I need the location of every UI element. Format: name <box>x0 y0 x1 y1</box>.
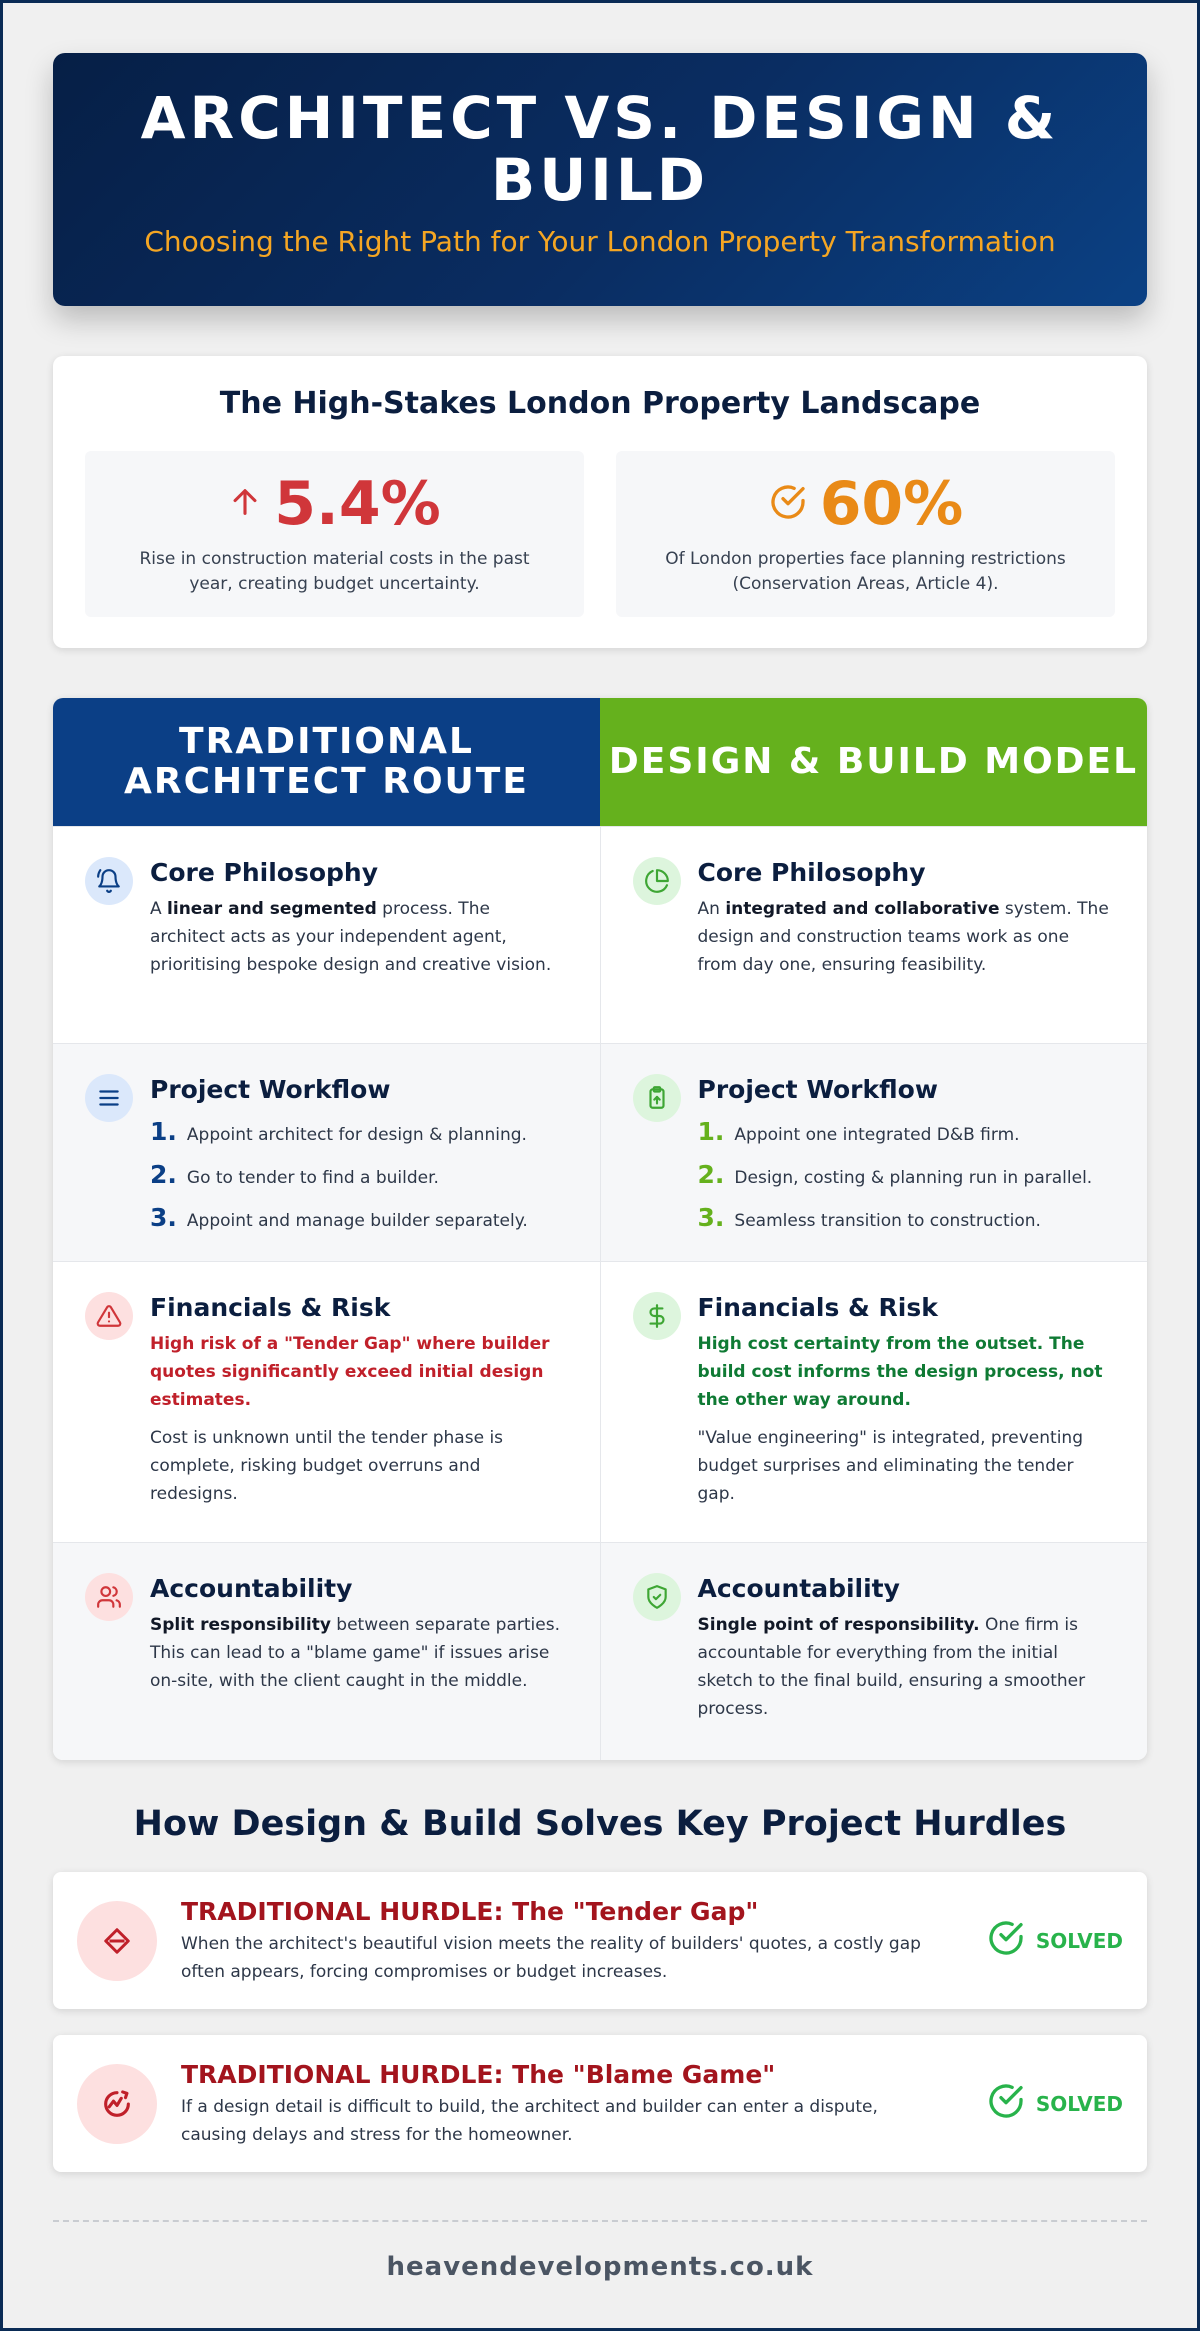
workflow-step: 1. Appoint architect for design & planning. <box>150 1117 527 1146</box>
cell-title: Core Philosophy <box>150 858 378 887</box>
cell-text: Single point of responsibility. One firm is accountable for everything from the initial sketch to the final build, ensuring a smoother process. <box>697 1615 1086 1719</box>
design-build-column-header: DESIGN & BUILD MODEL <box>600 698 1147 826</box>
cell-text: Cost is unknown until the tender phase is complete, risking budget overruns and redesigns. <box>150 1428 504 1504</box>
cell-title: Core Philosophy <box>697 858 926 887</box>
hurdle-text: When the architect's beautiful vision meets the reality of builders' quotes, a costly gap often appears, forcing compromises or budget increases. <box>181 1933 921 1982</box>
menu-lines-icon <box>85 1074 133 1122</box>
solved-badge <box>986 2081 1123 2126</box>
arrow-up-icon <box>228 485 262 523</box>
workflow-steps <box>150 1112 528 1241</box>
comparison-table <box>53 698 1147 1760</box>
workflow-step: 2. Design, costing & planning run in parallel. <box>697 1160 1093 1189</box>
traditional-workflow-cell <box>53 1044 600 1261</box>
clipboard-upload-icon <box>633 1074 681 1122</box>
footer-website[interactable]: heavendevelopments.co.uk <box>386 2252 814 2282</box>
pie-chart-icon <box>633 857 681 905</box>
dispute-icon <box>77 2064 157 2144</box>
hurdle-card <box>53 2035 1147 2172</box>
workflow-step: 3. Seamless transition to construction. <box>697 1203 1041 1232</box>
stat-box-materials <box>85 451 584 617</box>
solved-badge <box>986 1918 1123 1963</box>
cell-text: Split responsibility between separate parties. This can lead to a "blame game" if issues arise on-site, with the client caught in the middle. <box>150 1615 560 1691</box>
users-icon <box>85 1573 133 1621</box>
hurdles-title: How Design & Build Solves Key Project Hurdles <box>133 1804 1067 1844</box>
footer-divider <box>53 2220 1147 2222</box>
cell-title: Accountability <box>150 1574 353 1603</box>
risk-highlight: High risk of a "Tender Gap" where builder quotes significantly exceed initial design estimates. <box>150 1334 550 1410</box>
workflow-step: 2. Go to tender to find a builder. <box>150 1160 439 1189</box>
hurdle-title: TRADITIONAL HURDLE: The "Tender Gap" <box>181 1896 759 1926</box>
shield-check-icon <box>633 1573 681 1621</box>
design-build-financials-cell <box>600 1262 1148 1542</box>
landscape-title: The High-Stakes London Property Landscape <box>219 386 981 421</box>
traditional-philosophy-cell <box>53 827 600 1043</box>
workflow-row <box>53 1043 1147 1261</box>
cell-text: A linear and segmented process. The architect acts as your independent agent, prioritising bespoke design and creative vision. <box>150 899 552 975</box>
traditional-financials-cell <box>53 1262 600 1542</box>
cell-title: Financials & Risk <box>150 1293 391 1322</box>
traditional-column-header: TRADITIONAL ARCHITECT ROUTE <box>53 698 600 826</box>
check-circle-icon <box>986 1918 1026 1963</box>
financials-row <box>53 1261 1147 1542</box>
design-build-philosophy-cell <box>600 827 1148 1043</box>
hurdle-title: TRADITIONAL HURDLE: The "Blame Game" <box>181 2059 776 2089</box>
cell-title: Project Workflow <box>697 1075 938 1104</box>
hurdle-text: If a design detail is difficult to build, the architect and builder can enter a dispute, causing delays and stress for the homeowner. <box>181 2096 878 2145</box>
solved-label: SOLVED <box>1035 1928 1123 1953</box>
risk-highlight: High cost certainty from the outset. The build cost informs the design process, not the other way around. <box>697 1334 1103 1410</box>
check-circle-icon <box>986 2081 1026 2126</box>
workflow-step: 3. Appoint and manage builder separately. <box>150 1203 528 1232</box>
bell-icon <box>85 857 133 905</box>
dollar-icon <box>633 1292 681 1340</box>
hero-banner <box>53 53 1147 306</box>
accountability-row <box>53 1542 1147 1760</box>
philosophy-row <box>53 826 1147 1043</box>
stat-description: Rise in construction material costs in the past year, creating budget uncertainty. <box>139 549 530 594</box>
design-build-workflow-cell <box>600 1044 1148 1261</box>
stat-description: Of London properties face planning restrictions (Conservation Areas, Article 4). <box>665 549 1066 594</box>
cell-text: "Value engineering" is integrated, preventing budget surprises and eliminating the tender gap. <box>697 1428 1083 1504</box>
cell-title: Accountability <box>697 1574 900 1603</box>
cell-title: Project Workflow <box>150 1075 391 1104</box>
traditional-accountability-cell <box>53 1543 600 1760</box>
workflow-steps <box>698 1112 1093 1241</box>
solved-label: SOLVED <box>1035 2091 1123 2116</box>
stat-value: 5.4% <box>274 469 441 539</box>
diamond-gap-icon <box>77 1901 157 1981</box>
warning-triangle-icon <box>85 1292 133 1340</box>
page-title: ARCHITECT VS. DESIGN & BUILD <box>140 84 1060 214</box>
cell-title: Financials & Risk <box>697 1293 938 1322</box>
cell-text: An integrated and collaborative system. The design and construction teams work as one from day one, ensuring feasibility. <box>697 899 1109 975</box>
page-subtitle: Choosing the Right Path for Your London Property Transformation <box>144 225 1056 258</box>
stat-value: 60% <box>819 469 964 539</box>
landscape-card <box>53 356 1147 648</box>
check-circle-icon <box>768 482 808 526</box>
hurdle-card <box>53 1872 1147 2009</box>
stat-box-planning <box>616 451 1115 617</box>
design-build-accountability-cell <box>600 1543 1148 1760</box>
workflow-step: 1. Appoint one integrated D&B firm. <box>697 1117 1020 1146</box>
